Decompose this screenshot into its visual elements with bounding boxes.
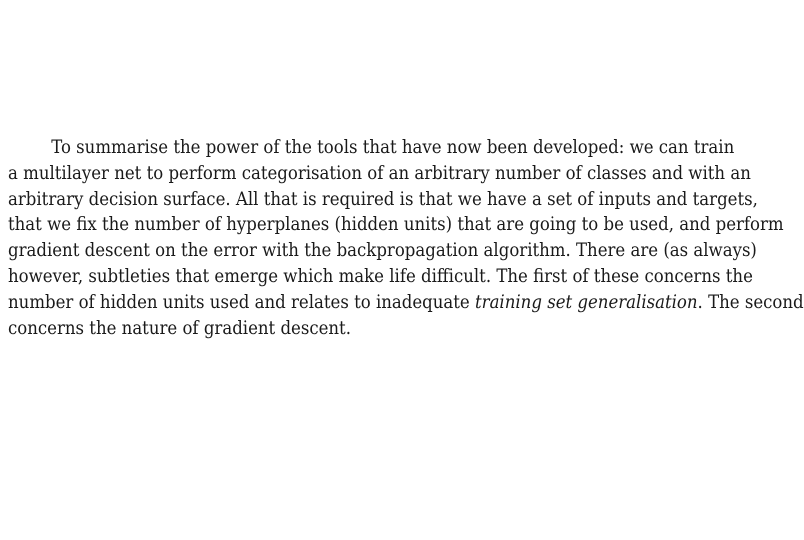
paragraph-line-7 bbox=[8, 290, 804, 316]
paragraph-line-3: arbitrary decision surface. All that is required is that we have a set of inputs and targets, bbox=[8, 188, 758, 210]
paragraph-line-8: concerns the nature of gradient descent. bbox=[8, 317, 351, 339]
paragraph-line-6: however, subtleties that emerge which make life difficult. The first of these concerns the bbox=[8, 265, 753, 287]
paragraph-line-2: a multilayer net to perform categorisation of an arbitrary number of classes and with an bbox=[8, 162, 751, 184]
line-7-text-after: . The second bbox=[697, 291, 804, 313]
body-paragraph bbox=[8, 135, 804, 341]
line-7-text-before: number of hidden units used and relates to inadequate bbox=[8, 291, 476, 313]
paragraph-line-1: To summarise the power of the tools that have now been developed: we can train bbox=[51, 137, 735, 158]
emphasized-term: training set generalisation bbox=[475, 291, 698, 313]
paragraph-line-5: gradient descent on the error with the backpropagation algorithm. There are (as always) bbox=[8, 240, 757, 262]
paragraph-line-4: that we fix the number of hyperplanes (hidden units) that are going to be used, and perform bbox=[8, 214, 784, 236]
